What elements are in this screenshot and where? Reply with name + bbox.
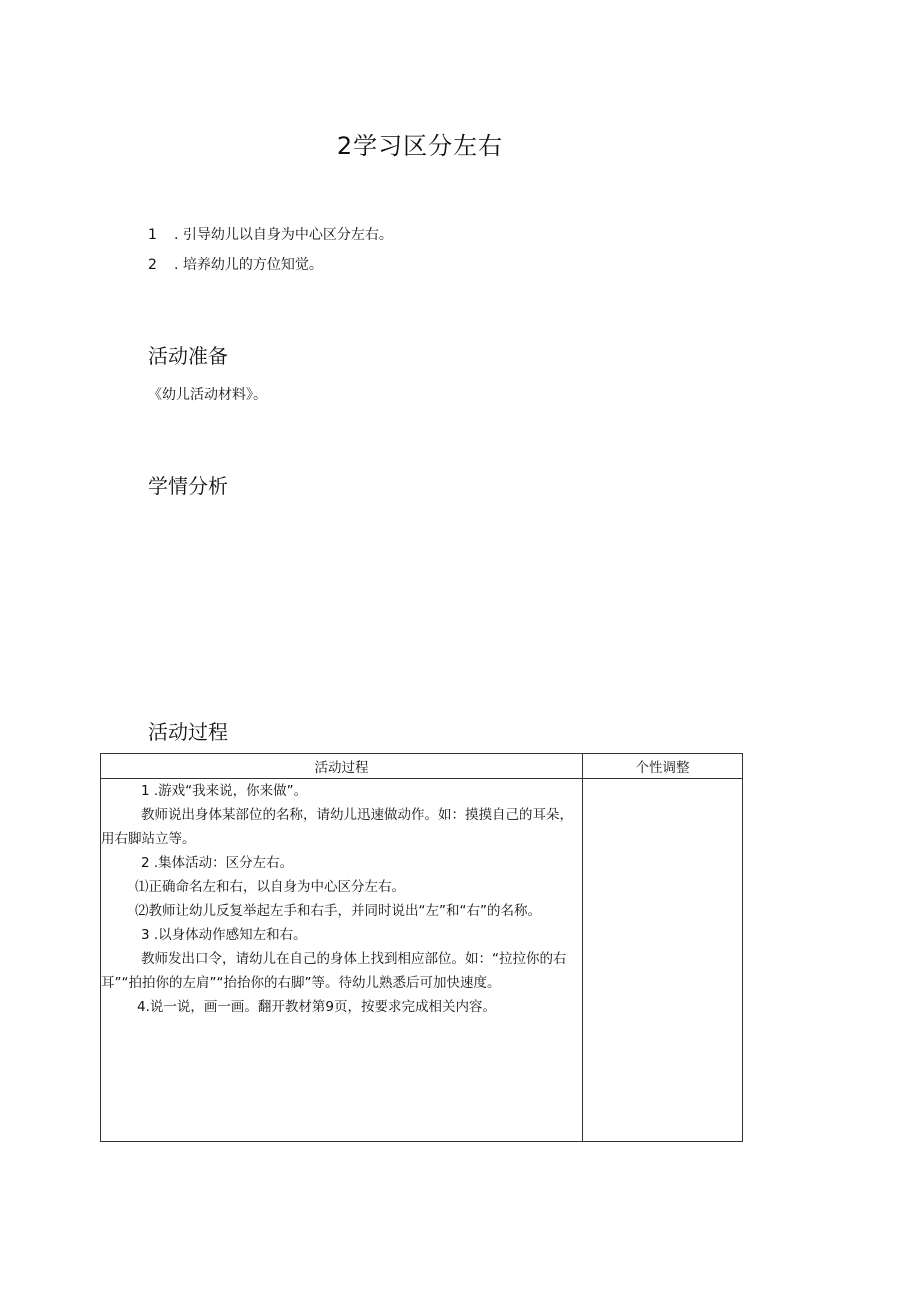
process-line: ⑵教师让幼儿反复举起左手和右手，并同时说出“左”和“右”的名称。 — [135, 903, 541, 919]
goal-item — [148, 224, 393, 244]
process-line: 2 .集体活动：区分左右。 — [141, 855, 294, 871]
process-line: 3 .以身体动作感知左和右。 — [141, 927, 307, 943]
process-line: 用右脚站立等。 — [101, 831, 196, 847]
process-line: 教师说出身体某部位的名称，请幼儿迅速做动作。如：摸摸自己的耳朵， — [141, 807, 573, 823]
table-row — [101, 779, 743, 1142]
preparation-heading: 活动准备 — [148, 344, 228, 368]
page-title: 2学习区分左右 — [336, 132, 504, 160]
process-line: 1 .游戏“我来说，你来做”。 — [141, 783, 308, 799]
process-line: 耳”“拍拍你的左肩”“抬抬你的右脚”等。待幼儿熟悉后可加快速度。 — [101, 975, 501, 991]
header-process: 活动过程 — [101, 754, 583, 779]
goal-text: . 培养幼儿的方位知觉。 — [174, 257, 323, 273]
goal-number: 2 — [148, 257, 157, 273]
preparation-text: 《幼儿活动材料》。 — [148, 387, 267, 403]
goal-item — [148, 254, 323, 274]
process-content-cell — [101, 779, 583, 1142]
process-table — [100, 753, 743, 1142]
process-heading: 活动过程 — [148, 720, 228, 744]
analysis-heading: 学情分析 — [148, 474, 228, 498]
header-adjustment: 个性调整 — [583, 754, 743, 779]
process-line: ⑴正确命名左和右，以自身为中心区分左右。 — [135, 879, 405, 895]
goal-text: . 引导幼儿以自身为中心区分左右。 — [174, 227, 393, 243]
process-line: 教师发出口令，请幼儿在自己的身体上找到相应部位。如：“拉拉你的右 — [141, 951, 567, 967]
table-header-row — [101, 754, 743, 779]
process-line: 4.说一说，画一画。翻开教材第9页，按要求完成相关内容。 — [137, 999, 496, 1015]
adjustment-cell — [583, 779, 743, 1142]
goal-number: 1 — [148, 227, 157, 243]
